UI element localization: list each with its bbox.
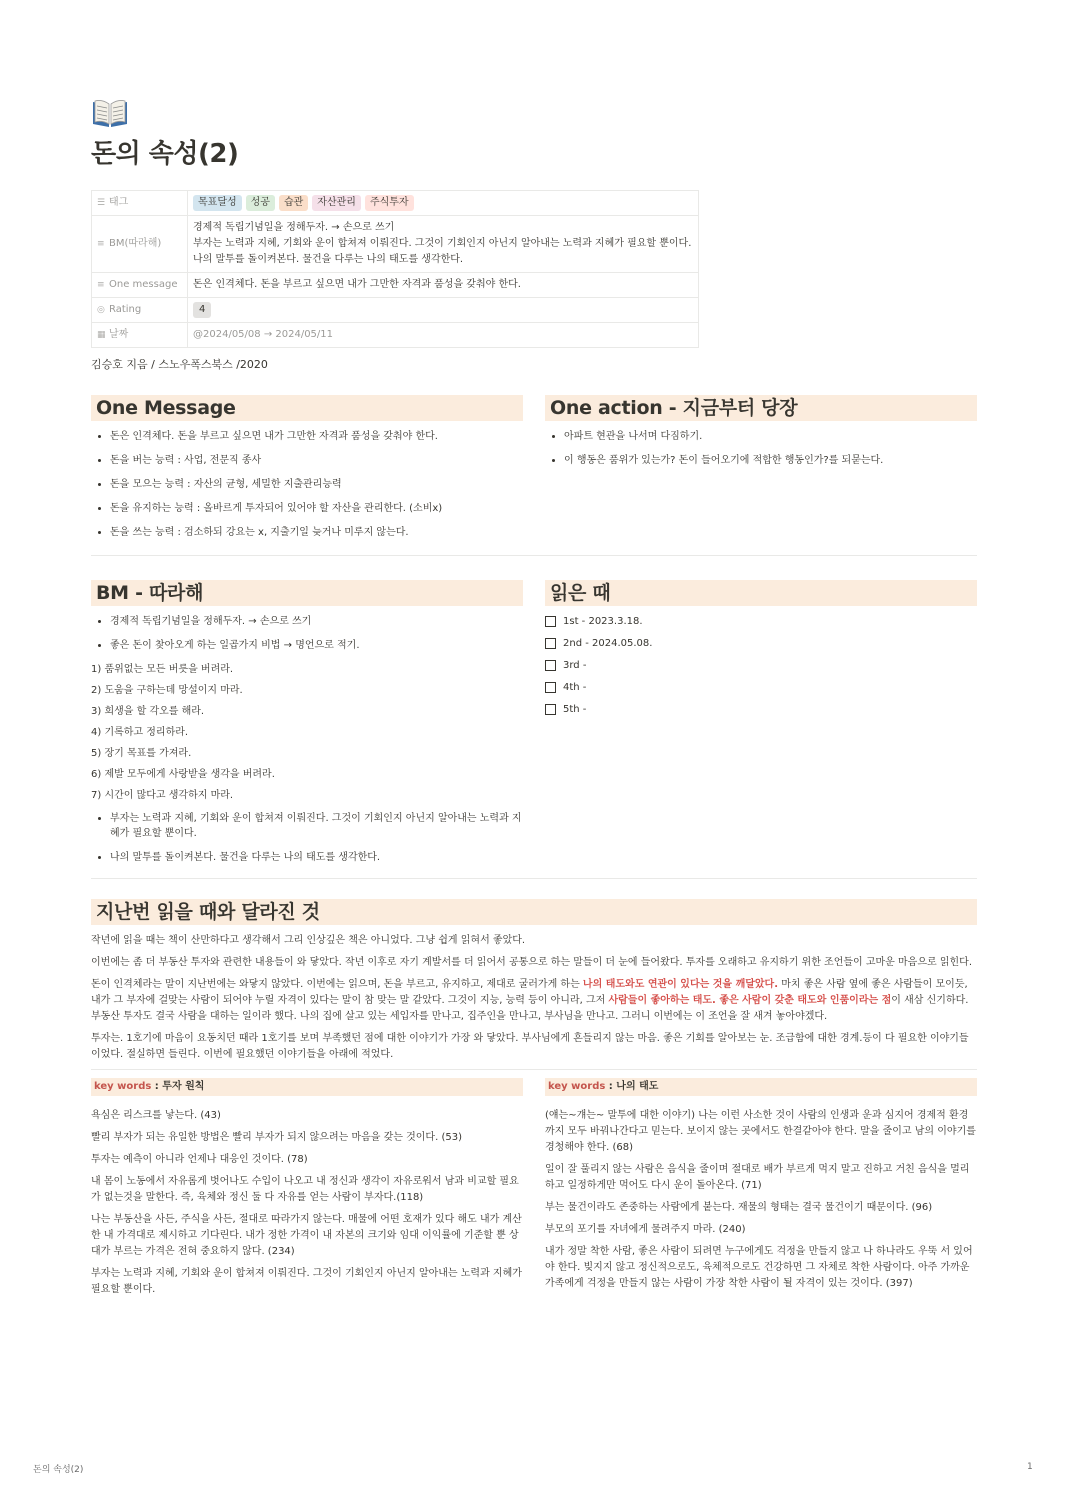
property-row-tags [92, 191, 699, 216]
checkbox[interactable] [545, 704, 556, 715]
property-name-one-message: ≡ One message [92, 273, 188, 298]
bm-line: 나의 말투를 돌이켜본다. 물건을 다루는 나의 태도를 생각한다. [193, 254, 464, 265]
keyword-quote: 빨리 부자가 되는 유일한 방법은 빨리 부자가 되지 않으려는 마음을 갖는 것이다. (53) [91, 1132, 462, 1143]
numbered-item: 3) 희생을 할 각오를 해라. [91, 706, 205, 717]
one-action-list [545, 429, 977, 468]
todo-label: 1st - 2023.3.18. [563, 616, 643, 627]
bm-line: 경제적 독립기념일을 정해두자. → 손으로 쓰기 [193, 222, 395, 233]
keywords-left-list [91, 1108, 523, 1298]
property-value-date[interactable]: @2024/05/08 → 2024/05/11 [188, 323, 699, 348]
keyword-quote: 나는 부동산을 사든, 주식을 사든, 절대로 따라가지 않는다. 매물에 어떤 호재가 있다 해도 내가 계산한 내 가격대로 제시하고 기다린다. 내가 정한 가격이 내 자본의 크기와 임대 이익률에 기준할 뿐 상대가 부르는 가격은 전혀 중요하지 않다. (234) [91, 1214, 522, 1257]
checkbox[interactable] [545, 638, 556, 649]
diff-paragraph: 투자는. 1호기에 마음이 요동치던 때라 1호기를 보며 부족했던 점에 대한 이야기가 가장 와 닿았다. 부사님에게 흔들리지 않는 마음. 좋은 기회를 알아보는 눈. 조급함에 대한 경계.등이 다 필요한 이야기들이었다. 절실하면 들린다. 이번에 필요했던 이야기들을 아래에 적었다. [91, 1033, 969, 1060]
property-row-rating [92, 298, 699, 323]
keyword-quote: 부자는 노력과 지혜, 기회와 운이 합쳐져 이뤄진다. 그것이 기회인지 아닌지 알아내는 노력과 지혜가 필요할 뿐이다. [91, 1268, 522, 1295]
keyword-quote: 부모의 포기를 자녀에게 물려주지 마라. (240) [545, 1224, 746, 1235]
one-message-item: • 돈을 유지하는 능력 : 올바르게 투자되어 있어야 할 자산을 관리한다. (소비x) [110, 501, 523, 516]
property-row-date [92, 323, 699, 348]
page-content [91, 96, 977, 1304]
tag-chip[interactable]: 성공 [246, 195, 275, 211]
author-line: 김승호 지음 / 스노우폭스북스 /2020 [91, 358, 268, 371]
keywords-right-list [545, 1108, 977, 1292]
bm-bullet-item: • 경제적 독립기념일을 정해두자. → 손으로 쓰기 [110, 614, 523, 629]
one-message-item: • 돈을 쓰는 능력 : 검소하되 강요는 x, 지출기일 늦거나 미루지 않는다. [110, 525, 523, 540]
todo-item [545, 658, 977, 673]
property-name-bm: ≡ BM(따라해) [92, 216, 188, 273]
footer-title: 돈의 속성(2) [33, 1465, 84, 1475]
highlight-text: 사람들이 좋아하는 태도. 좋은 사람이 갖춘 태도와 인품이라는 점 [608, 995, 892, 1006]
property-value-rating[interactable] [188, 298, 699, 323]
open-book-icon [91, 96, 129, 130]
one-action-item: • 이 행동은 품위가 있는가? 돈이 들어오기에 적합한 행동인가?를 되묻는다. [564, 453, 977, 468]
diff-paragraph: 이번에는 좀 더 부동산 투자와 관련한 내용들이 와 닿았다. 작년 이후로 자기 계발서를 더 읽어서 공통으로 하는 말들이 더 눈에 들어왔다. 투자를 오래하고 유지하기 위한 조언들이 고마운 마음으로 읽힌다. [91, 957, 972, 968]
divider [91, 1069, 977, 1070]
tag-chip[interactable]: 습관 [279, 195, 308, 211]
keyword-quote: 부는 물건이라도 존중하는 사람에게 붙는다. 재물의 형태는 결국 물건이기 때문이다. (96) [545, 1202, 933, 1213]
todo-label: 4th - [563, 682, 587, 693]
diff-heading: 지난번 읽을 때와 달라진 것 [91, 899, 977, 925]
keyword-quote: 욕심은 리스크를 낳는다. (43) [91, 1110, 221, 1121]
text-lines-icon: ≡ [97, 280, 105, 290]
diff-paragraph: 작년에 읽을 때는 책이 산만하다고 생각해서 그리 인상깊은 책은 아니었다. 그냥 쉽게 읽혀서 좋았다. [91, 935, 526, 946]
one-message-column [91, 395, 523, 549]
keyword-quote: (얘는~걔는~ 말투에 대한 이야기) 나는 이런 사소한 것이 사람의 인생과 운과 심지어 경제적 환경까지 모두 바꿔나간다고 믿는다. 보이지 않는 곳에서도 한결같아야 한다. 말을 줄이고 남의 이야기를 경청해야 한다. (68) [545, 1110, 976, 1153]
rating-badge: 4 [193, 302, 211, 318]
diff-paragraph: 돈이 인격체라는 말이 지난번에는 와닿지 않았다. 이번에는 읽으며, 돈을 부르고, 유지하고, 제대로 굴러가게 하는 나의 태도와도 연관이 있다는 것을 깨달았다. 마치 좋은 사람 옆에 좋은 사람들이 모이듯, 내가 그 부자에 걸맞는 사람이 되어야 누릴 자격이 있다는 말이 참 맞는 말 같았다. 그것이 지능, 능력 등이 아니라, 그저 사람들이 좋아하는 태도. 좋은 사람이 갖춘 태도와 인품이라는 점이 새삼 신기하다. 부동산 투자도 결국 사람을 대하는 일이라 했다. 나의 집에 살고 있는 세입자를 만나고, 집주인을 만나고, 부사님을 만나고. 그러니 이번에는 이 조언을 잘 새겨 놓아야겠다. [91, 979, 969, 1022]
checkbox[interactable] [545, 616, 556, 627]
numbered-item: 1) 품위없는 모든 버릇을 버려라. [91, 664, 234, 675]
read-todo-list [545, 614, 977, 717]
keywords-right-column [545, 1078, 977, 1304]
bm-bullet-item: • 부자는 노력과 지혜, 기회와 운이 합쳐져 이뤄진다. 그것이 기회인지 아닌지 알아내는 노력과 지혜가 필요할 뿐이다. [110, 811, 523, 841]
property-value-one-message[interactable]: 돈은 인격체다. 돈을 부르고 싶으면 내가 그만한 자격과 품성을 갖춰야 한다. [188, 273, 699, 298]
todo-label: 5th - [563, 704, 587, 715]
one-message-item: • 돈을 버는 능력 : 사업, 전문직 종사 [110, 453, 523, 468]
one-message-heading: One Message [91, 395, 523, 421]
bm-bottom-list [91, 811, 523, 865]
bm-column [91, 580, 523, 874]
read-column [545, 580, 977, 874]
property-name-tags: ☰ 태그 [92, 191, 188, 216]
property-row-one-message [92, 273, 699, 298]
one-action-heading: One action - 지금부터 당장 [545, 395, 977, 421]
todo-label: 2nd - 2024.05.08. [563, 638, 653, 649]
keywords-left-heading: key words : 투자 원칙 [91, 1078, 523, 1096]
numbered-item: 2) 도움을 구하는데 망설이지 마라. [91, 685, 243, 696]
message-action-columns [91, 395, 977, 549]
tag-chip[interactable]: 자산관리 [312, 195, 361, 211]
one-message-item: • 돈은 인격체다. 돈을 부르고 싶으면 내가 그만한 자격과 품성을 갖춰야 한다. [110, 429, 523, 444]
todo-item [545, 636, 977, 651]
keywords-left-column [91, 1078, 523, 1304]
numbered-item: 4) 기록하고 정리하라. [91, 727, 189, 738]
keyword-quote: 내가 정말 착한 사람, 좋은 사람이 되려면 누구에게도 걱정을 만들지 않고 나 하나라도 우뚝 서 있어야 한다. 빚지지 않고 정신적으로도, 육체적으로도 건강하면 그 자체로 착한 사람이다. 아주 가까운 가족에게 걱정을 만들지 않는 사람이 가장 착한 사람이 될 자격이 있는 것이다. (397) [545, 1246, 973, 1289]
bm-heading: BM - 따라해 [91, 580, 523, 606]
properties-table [91, 190, 699, 348]
checkbox[interactable] [545, 682, 556, 693]
todo-item [545, 614, 977, 629]
checkbox[interactable] [545, 660, 556, 671]
keyword-quote: 투자는 예측이 아니라 언제나 대응인 것이다. (78) [91, 1154, 308, 1165]
page-title: 돈의 속성(2) [91, 139, 239, 169]
highlight-text: 나의 태도와도 연관이 있다는 것을 깨달았다. [582, 979, 779, 990]
list-icon: ☰ [97, 198, 106, 208]
keywords-columns [91, 1078, 977, 1304]
property-name-rating: ◎ Rating [92, 298, 188, 323]
property-name-date: ▦ 날짜 [92, 323, 188, 348]
bm-top-list [91, 614, 523, 653]
divider [91, 555, 977, 556]
read-heading: 읽은 때 [545, 580, 977, 606]
tag-chip[interactable]: 목표달성 [193, 195, 242, 211]
keyword-quote: 일이 잘 풀리지 않는 사람은 음식을 줄이며 절대로 배가 부르게 먹지 말고 진하고 거친 음식을 멀리하고 일정하게만 먹어도 다시 운이 돌아온다. (71) [545, 1164, 970, 1191]
one-message-list [91, 429, 523, 540]
one-action-item: • 아파트 현관을 나서며 다짐하기. [564, 429, 977, 444]
text-lines-icon: ≡ [97, 239, 105, 249]
bm-line: 부자는 노력과 지혜, 기회와 운이 합쳐져 이뤄진다. 그것이 기회인지 아닌지 알아내는 노력과 지혜가 필요할 뿐이다. [193, 238, 692, 249]
property-value-bm[interactable] [188, 216, 699, 273]
divider [91, 878, 977, 879]
numbered-item: 7) 시간이 많다고 생각하지 마라. [91, 790, 234, 801]
bm-read-columns [91, 580, 977, 874]
one-action-column [545, 395, 977, 549]
bm-bullet-item: • 좋은 돈이 찾아오게 하는 일곱가지 비법 → 명언으로 적기. [110, 638, 523, 653]
numbered-item: 6) 제발 모두에게 사랑받을 생각을 버려라. [91, 769, 275, 780]
property-row-bm [92, 216, 699, 273]
todo-label: 3rd - [563, 660, 587, 671]
numbered-item: 5) 장기 목표를 가져라. [91, 748, 192, 759]
bm-bullet-item: • 나의 말투를 돌이켜본다. 물건을 다루는 나의 태도를 생각한다. [110, 850, 523, 865]
keywords-right-heading: key words : 나의 태도 [545, 1078, 977, 1096]
todo-item [545, 702, 977, 717]
keyword-quote: 내 몸이 노동에서 자유롭게 벗어나도 수입이 나오고 내 정신과 생각이 자유로워서 남과 비교할 필요가 없는것을 말한다. 즉, 육체와 정신 둘 다 자유를 얻는 사람이 부자다.(118) [91, 1176, 519, 1203]
footer-page-number: 1 [1027, 1462, 1033, 1472]
tag-chip[interactable]: 주식투자 [365, 195, 414, 211]
one-message-item: • 돈을 모으는 능력 : 자산의 균형, 세밀한 지출관리능력 [110, 477, 523, 492]
calendar-icon: ▦ [97, 330, 106, 340]
select-circle-icon: ◎ [97, 305, 105, 315]
todo-item [545, 680, 977, 695]
bm-numbered-list [91, 662, 523, 803]
property-value-tags[interactable] [188, 191, 699, 216]
